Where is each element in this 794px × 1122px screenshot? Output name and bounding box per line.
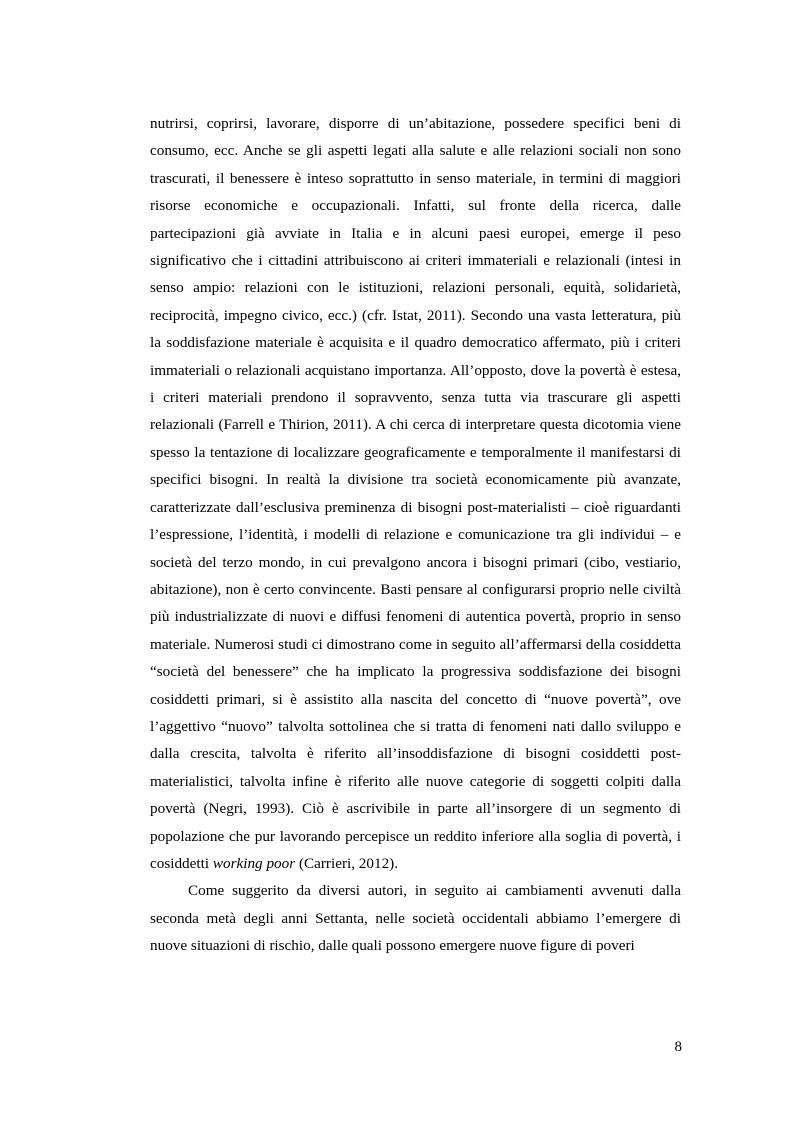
paragraph-2 [150,877,681,959]
term-working-poor: working poor [212,854,296,872]
page-number: 8 [674,1039,682,1055]
paragraph-2-text: Come suggerito da diversi autori, in seguito ai cambiamenti avvenuti dalla seconda metà degli anni Settanta, nelle società occidentali abbiamo l’emergere di nuove situazioni di rischio, dalle quali possono emergere nuove figure di poveri [150,882,681,955]
paragraph-1 [150,110,681,877]
citation-carrieri: (Carrieri, 2012). [295,854,399,872]
paragraph-1-text: nutrirsi, coprirsi, lavorare, disporre di un’abitazione, possedere specifici beni di consumo, ecc. Anche se gli aspetti legati alla salute e alle relazioni sociali non sono trascurati, il benessere è inteso soprattutto in senso materiale, in termini di maggiori risorse economiche e occupazionali. Infatti, sul fronte della ricerca, dalle partecipazioni già avviate in Italia e in alcuni paesi europei, emerge il peso significativo che i cittadini attribuiscono ai criteri immateriali e relazionali (intesi in senso ampio: relazioni con le istituzioni, relazioni personali, equità, solidarietà, reciprocità, impegno civico, ecc.) (cfr. Istat, 2011). Secondo una vasta letteratura, più la soddisfazione materiale è acquisita e il quadro democratico affermato, più i criteri immateriali o relazionali acquistano importanza. All’opposto, dove la povertà è estesa, i criteri materiali prendono il sopravvento, senza tutta via trascurare gli aspetti relazionali (Farrell e Thirion, 2011). A chi cerca di interpretare questa dicotomia viene spesso la tentazione di localizzare geograficamente e temporalmente il manifestarsi di specifici bisogni. In realtà la divisione tra società economicamente più avanzate, caratterizzate dall’esclusiva preminenza di bisogni post-materialisti – cioè riguardanti l’espressione, l’identità, i modelli di relazione e comunicazione tra gli individui – e società del terzo mondo, in cui prevalgono ancora i bisogni primari (cibo, vestiario, abitazione), non è certo convincente. Basti pensare al configurarsi proprio nelle civiltà più industrializzate di nuovi e diffusi fenomeni di autentica povertà, proprio in senso materiale. Numerosi studi ci dimostrano come in seguito all’affermarsi della cosiddetta “società del benessere” che ha implicato la progressiva soddisfazione dei bisogni cosiddetti primari, si è assistito alla nascita del concetto di “nuove povertà”, ove l’aggettivo “nuovo” talvolta sottolinea che si tratta di fenomeni nati dallo sviluppo e dalla crescita, talvolta è riferito all’insoddisfazione di bisogni cosiddetti post-materialistici, talvolta infine è riferito alle nuove categorie di soggetti colpiti dalla povertà (Negri, 1993). Ciò è ascrivibile in parte all’insorgere di un segmento di popolazione che pur lavorando percepisce un reddito inferiore alla soglia di povertà, i cosiddetti [150,115,681,872]
body-text [150,110,681,960]
